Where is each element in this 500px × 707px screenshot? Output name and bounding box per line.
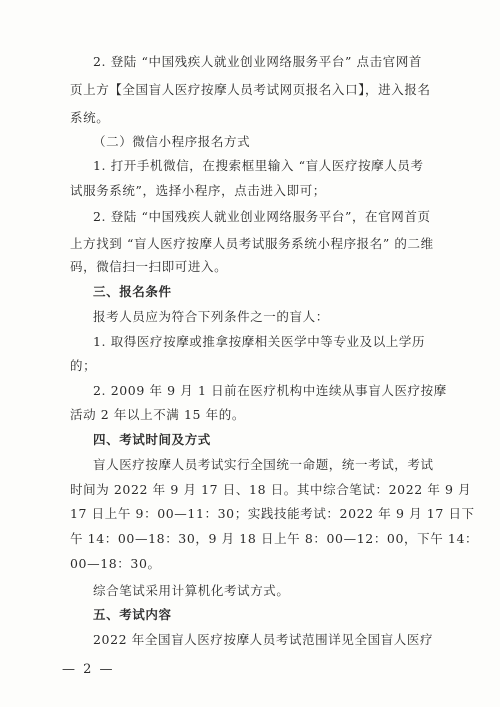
section-heading-wechat: （二）微信小程序报名方式 [93, 134, 251, 149]
text-line-6: 试服务系统”，选择小程序，点击进入即可； [70, 183, 326, 198]
text-line-3: 系统。 [70, 110, 110, 125]
text-line-17: 盲人医疗按摩人员考试实行全国统一命题，统一考试，考试 [93, 457, 434, 472]
text-line-15: 活动 2 年以上不满 15 年的。 [70, 407, 245, 422]
section-heading-3: 三、报名条件 [93, 284, 172, 299]
text-line-1: 2. 登陆 “中国残疾人就业创业网络服务平台” 点击官网首 [93, 54, 423, 69]
text-line-11: 报考人员应为符合下列条件之一的盲人： [93, 309, 329, 324]
text-line-18: 时间为 2022 年 9 月 17 日、18 日。其中综合笔试：2022 年 9 月 [70, 482, 472, 497]
text-line-14: 2. 2009 年 9 月 1 日前在医疗机构中连续从事盲人医疗按摩 [93, 383, 447, 398]
text-line-13: 的； [70, 358, 97, 373]
text-line-7: 2. 登陆 “中国残疾人就业创业网络服务平台”，在官网首页 [93, 209, 431, 224]
text-line-20: 午 14：00—18：30，9 月 18 日上午 8：00—12：00，下午 14： [70, 531, 479, 546]
text-line-12: 1. 取得医疗按摩或推拿按摩相关医学中等专业及以上学历 [93, 334, 426, 349]
text-line-9: 码，微信扫一扫即可进入。 [70, 259, 228, 274]
text-line-8: 上方找到 “盲人医疗按摩人员考试服务系统小程序报名” 的二维 [70, 236, 434, 251]
text-line-22: 综合笔试采用计算机化考试方式。 [93, 583, 290, 598]
section-heading-4: 四、考试时间及方式 [93, 432, 211, 447]
text-line-24: 2022 年全国盲人医疗按摩人员考试范围详见全国盲人医疗 [93, 632, 434, 647]
text-line-19: 17 日上午 9：00—11：30；实践技能考试：2022 年 9 月 17 日下 [70, 506, 475, 521]
section-heading-5: 五、考试内容 [93, 607, 172, 622]
text-line-5: 1. 打开手机微信，在搜索框里输入 “盲人医疗按摩人员考 [93, 158, 424, 173]
text-line-21: 00—18：30。 [70, 556, 161, 571]
page-number: — 2 — [62, 662, 115, 677]
text-line-2: 页上方【全国盲人医疗按摩人员考试网页报名入口】，进入报名 [70, 82, 431, 97]
